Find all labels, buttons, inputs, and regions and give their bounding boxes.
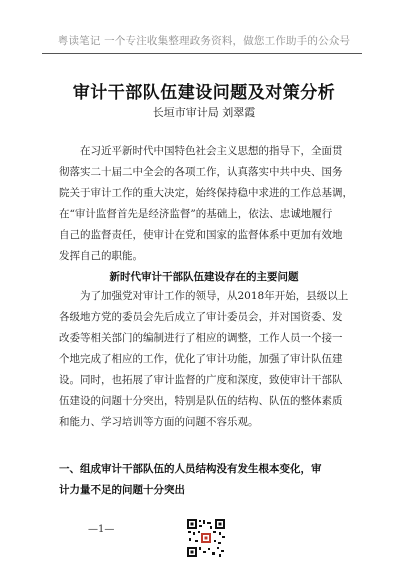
intro-line: 彻落实二十届二中全会的各项工作，认真落实中共中央、国务 bbox=[59, 166, 343, 178]
subheading-line: 一、组成审计干部队伍的人员结构没有发生根本变化，审 bbox=[59, 463, 322, 475]
intro-line: 发挥自己的职能。 bbox=[59, 250, 143, 262]
header-divider bbox=[42, 53, 362, 54]
section-line: 改委等相关部门的编制进行了相应的调整，工作人员一个接一 bbox=[59, 332, 343, 344]
section-title: 新时代审计干部队伍建设存在的主要问题 bbox=[109, 271, 299, 283]
intro-line: 自己的监督责任，使审计在党和国家的监督体系中更加有效地 bbox=[59, 229, 343, 241]
header-text: 粤读笔记 一个专注收集整理政务资料，做您工作助手的公众号 bbox=[57, 35, 351, 47]
intro-paragraph bbox=[59, 141, 353, 267]
page-header bbox=[0, 0, 408, 55]
section-line: 各级地方党的委员会先后成立了审计委员会，并对国资委、发 bbox=[59, 311, 343, 323]
page-number: —1— bbox=[88, 524, 115, 535]
intro-line: 院关于审计工作的重大决定，始终保持稳中求进的工作总基调， bbox=[59, 187, 353, 199]
subheading-line: 计力量不足的问题十分突出 bbox=[59, 484, 185, 496]
document-title: 审计干部队伍建设问题及对策分析 bbox=[72, 83, 336, 103]
document-author: 长垣市审计局 刘翠霞 bbox=[152, 106, 256, 119]
section-line: 个地完成了相应的工作，优化了审计功能，加强了审计队伍建 bbox=[59, 353, 343, 365]
qr-code-icon bbox=[186, 518, 226, 558]
section-line: 和能力、学习培训等方面的问题不容乐观。 bbox=[59, 416, 259, 428]
intro-line: 在习近平新时代中国特色社会主义思想的指导下，全面贯 bbox=[80, 145, 343, 157]
section-line: 设。同时，也拓展了审计监督的广度和深度，致使审计干部队 bbox=[59, 374, 343, 386]
section-line: 伍建设的问题十分突出，特别是队伍的结构、队伍的整体素质 bbox=[59, 395, 343, 407]
subheading bbox=[59, 459, 359, 501]
intro-line: 在“审计监督首先是经济监督”的基础上，依法、忠诚地履行 bbox=[59, 208, 333, 220]
section-paragraph bbox=[59, 286, 349, 433]
section-line: 为了加强党对审计工作的领导，从2018年开始，县级以上 bbox=[80, 290, 349, 302]
